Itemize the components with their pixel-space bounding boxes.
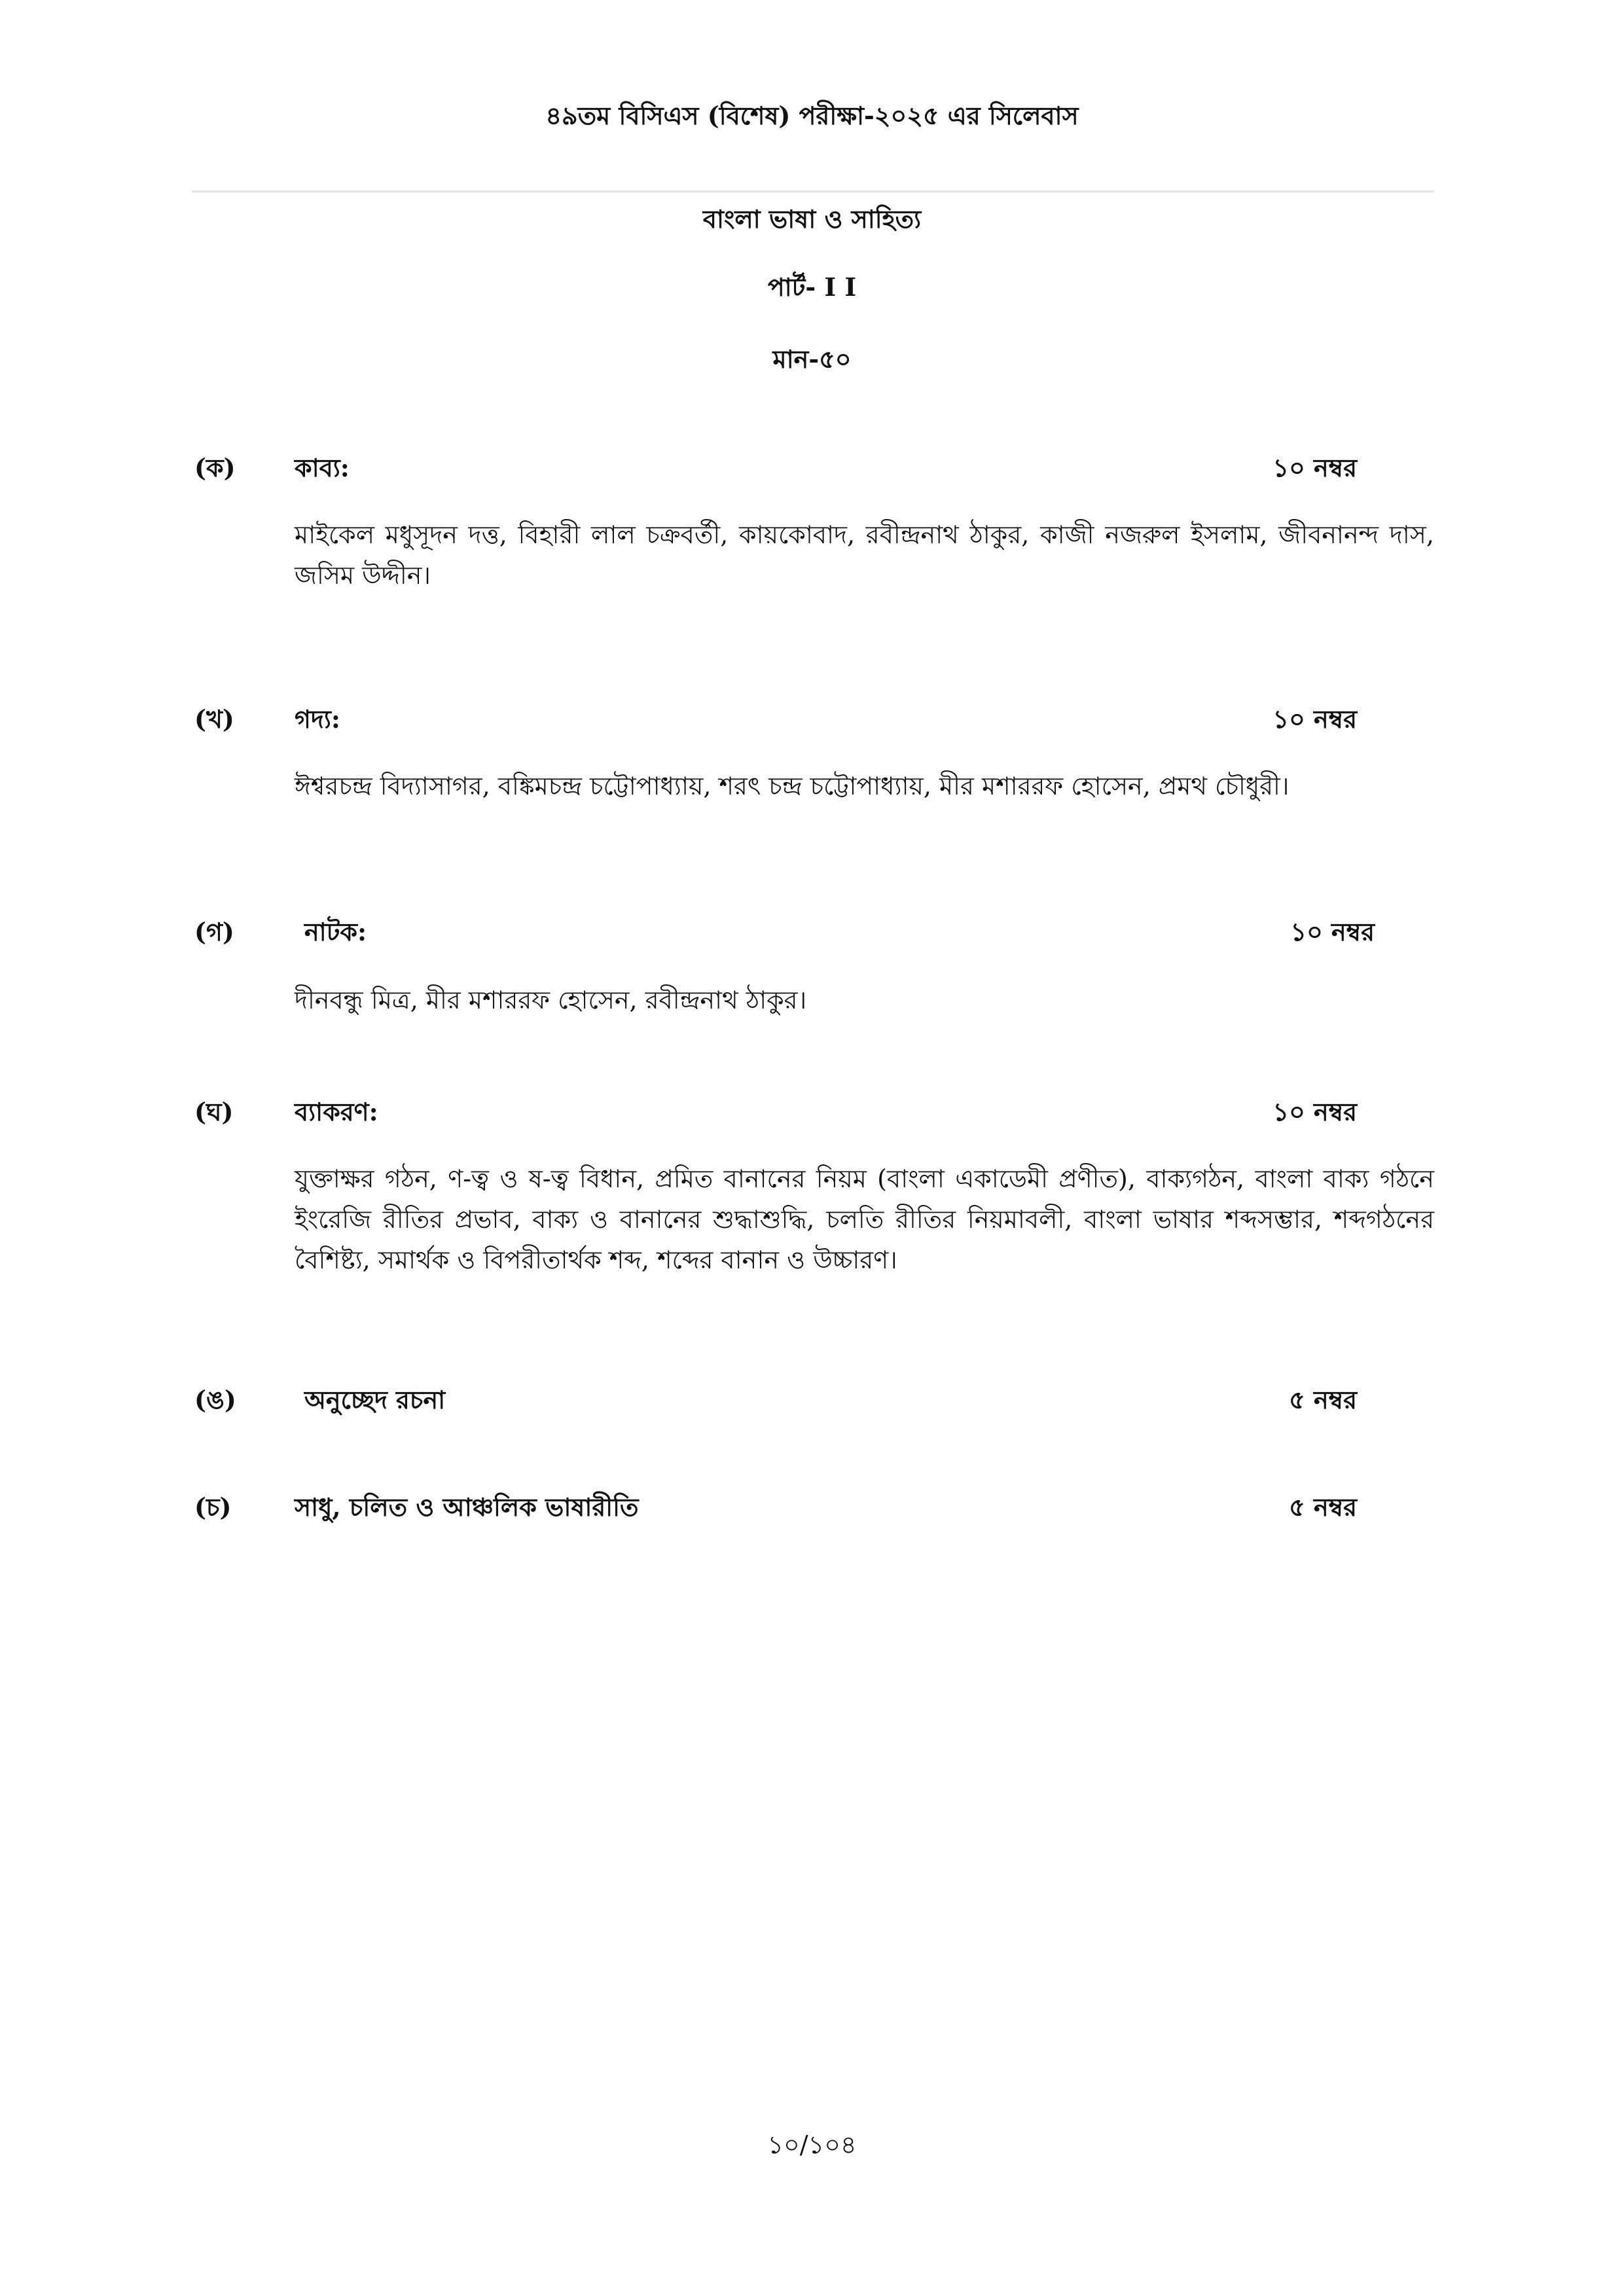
page-title: ৪৯তম বিসিএস (বিশেষ) পরীক্ষা-২০২৫ এর সিলেবাস bbox=[545, 101, 1079, 130]
section-title: গদ্য: bbox=[295, 704, 340, 734]
section-marks: ৫ নম্বর bbox=[1289, 1492, 1357, 1522]
section-title: ব্যাকরণ: bbox=[295, 1097, 378, 1126]
section-marks: ১০ নম্বর bbox=[1290, 917, 1375, 946]
section-body: মাইকেল মধুসূদন দত্ত, বিহারী লাল চক্রবর্তী, কায়কোবাদ, রবীন্দ্রনাথ ঠাকুর, কাজী নজরুল ইসলাম, জীবনানন্দ দাস, জসিম উদ্দীন। bbox=[295, 520, 1434, 590]
section-title: কাব্য: bbox=[295, 453, 350, 482]
section-title: অনুচ্ছেদ রচনা bbox=[304, 1385, 446, 1414]
section-letter: (গ) bbox=[194, 917, 234, 946]
section-marks: ১০ নম্বর bbox=[1272, 704, 1357, 734]
section-letter: (ক) bbox=[194, 453, 236, 482]
section-letter: (ঘ) bbox=[194, 1097, 234, 1126]
subject-name: বাংলা ভাষা ও সাহিত্য bbox=[702, 204, 922, 234]
section-marks: ১০ নম্বর bbox=[1272, 1097, 1357, 1126]
section-body: যুক্তাক্ষর গঠন, ণ-ত্ব ও ষ-ত্ব বিধান, প্রমিত বানানের নিয়ম (বাংলা একাডেমী প্রণীত), বাক্যগঠন, বাংলা বাক্য গঠনে ইংরেজি রীতির প্রভাব, বাক্য ও বানানের শুদ্ধাশুদ্ধি, চলতি রীতির নিয়মাবলী, বাংলা ভাষার শব্দসম্ভার, শব্দগঠনের বৈশিষ্ট্য, সমার্থক ও বিপরীতার্থক শব্দ, শব্দের বানান ও উচ্চারণ। bbox=[295, 1164, 1434, 1274]
page-number: ১০/১০৪ bbox=[767, 2130, 857, 2159]
total-marks: মান-৫০ bbox=[772, 344, 852, 374]
section-title: নাটক: bbox=[304, 917, 367, 946]
section-marks: ১০ নম্বর bbox=[1272, 453, 1357, 482]
header-divider bbox=[192, 190, 1434, 192]
part-label: পার্ট- I I bbox=[767, 272, 857, 302]
section-letter: (খ) bbox=[194, 704, 234, 734]
section-letter: (ঙ) bbox=[194, 1385, 236, 1414]
section-title: সাধু, চলিত ও আঞ্চলিক ভাষারীতি bbox=[295, 1492, 639, 1522]
section-letter: (চ) bbox=[194, 1492, 232, 1522]
section-marks: ৫ নম্বর bbox=[1289, 1385, 1357, 1414]
section-body: ঈশ্বরচন্দ্র বিদ্যাসাগর, বঙ্কিমচন্দ্র চট্টোপাধ্যায়, শরৎ চন্দ্র চট্টোপাধ্যায়, মীর মশাররফ হোসেন, প্রমথ চৌধুরী। bbox=[295, 772, 1290, 800]
section-body: দীনবন্ধু মিত্র, মীর মশাররফ হোসেন, রবীন্দ্রনাথ ঠাকুর। bbox=[295, 986, 807, 1014]
